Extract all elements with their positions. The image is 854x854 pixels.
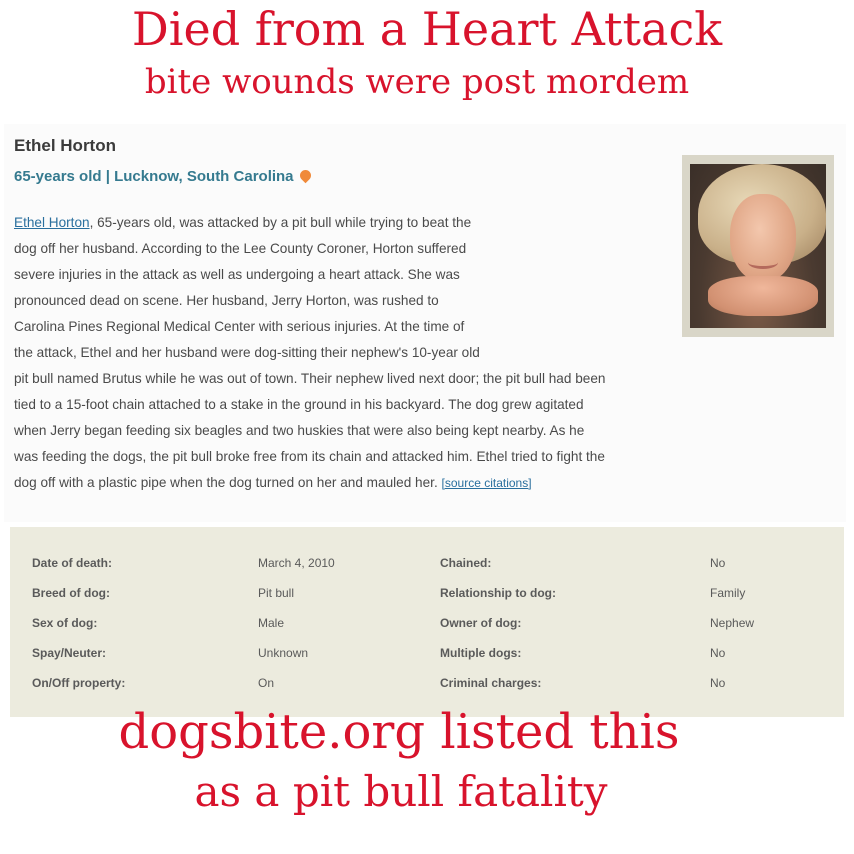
fact-value: Nephew: [710, 616, 755, 630]
headline-caption: Died from a Heart Attack: [131, 2, 723, 56]
body-line: dog off with a plastic pipe when the dog turned on her and mauled her. [source citations]: [14, 475, 532, 490]
body-line: when Jerry began feeding six beagles and two huskies that were also being kept nearby. As he: [14, 423, 585, 438]
fact-value: March 4, 2010: [258, 556, 335, 570]
fact-value: Unknown: [258, 646, 309, 660]
fact-value: No: [710, 556, 726, 570]
victim-name-link[interactable]: Ethel Horton: [14, 215, 90, 230]
fact-label: Date of death:: [32, 556, 113, 570]
fact-label: Spay/Neuter:: [32, 646, 107, 660]
body-line: pit bull named Brutus while he was out of town. Their nephew lived next door; the pit bull had been: [14, 371, 606, 386]
victim-subtitle: [14, 168, 311, 185]
body-line: the attack, Ethel and her husband were dog-sitting their nephew's 10-year old: [14, 345, 480, 360]
source-bracket: [: [441, 476, 445, 490]
source-citations-link[interactable]: source citations: [444, 476, 529, 490]
subheadline-caption: bite wounds were post mordem: [144, 62, 690, 102]
facts-table: [10, 527, 844, 717]
body-line: Carolina Pines Regional Medical Center with serious injuries. At the time of: [14, 319, 465, 334]
body-line: was feeding the dogs, the pit bull broke free from its chain and attacked him. Ethel tried to fight the: [14, 449, 605, 464]
map-pin-icon: [297, 168, 313, 184]
victim-photo: [682, 155, 834, 337]
fact-value: No: [710, 646, 726, 660]
fact-label: Criminal charges:: [440, 676, 542, 690]
body-line: dog off her husband. According to the Lee County Coroner, Horton suffered: [14, 241, 467, 256]
fact-label: Relationship to dog:: [440, 586, 556, 600]
fact-label: On/Off property:: [32, 676, 126, 690]
fact-value: Pit bull: [258, 586, 295, 600]
fact-label: Sex of dog:: [32, 616, 98, 630]
fact-value: No: [710, 676, 726, 690]
portrait-image: [690, 164, 826, 328]
subtitle-text: 65-years old | Lucknow, South Carolina: [14, 168, 294, 185]
portrait-smile: [748, 256, 778, 269]
fact-label: Chained:: [440, 556, 492, 570]
footer-caption: dogsbite.org listed this: [118, 704, 680, 760]
victim-name: Ethel Horton: [14, 136, 116, 155]
body-line: severe injuries in the attack as well as undergoing a heart attack. She was: [14, 267, 460, 282]
fact-value: Family: [710, 586, 746, 600]
footer-subcaption: as a pit bull fatality: [194, 767, 608, 816]
body-line: tied to a 15-foot chain attached to a stake in the ground in his backyard. The dog grew agitated: [14, 397, 584, 412]
fact-label: Breed of dog:: [32, 586, 110, 600]
portrait-hands: [708, 276, 818, 316]
body-line: Ethel Horton, 65-years old, was attacked by a pit bull while trying to beat the: [14, 215, 472, 230]
fact-label: Multiple dogs:: [440, 646, 522, 660]
source-bracket: ]: [528, 476, 532, 490]
fact-label: Owner of dog:: [440, 616, 522, 630]
fact-value: Male: [258, 616, 285, 630]
fact-value: On: [258, 676, 275, 690]
body-line: pronounced dead on scene. Her husband, Jerry Horton, was rushed to: [14, 293, 439, 308]
